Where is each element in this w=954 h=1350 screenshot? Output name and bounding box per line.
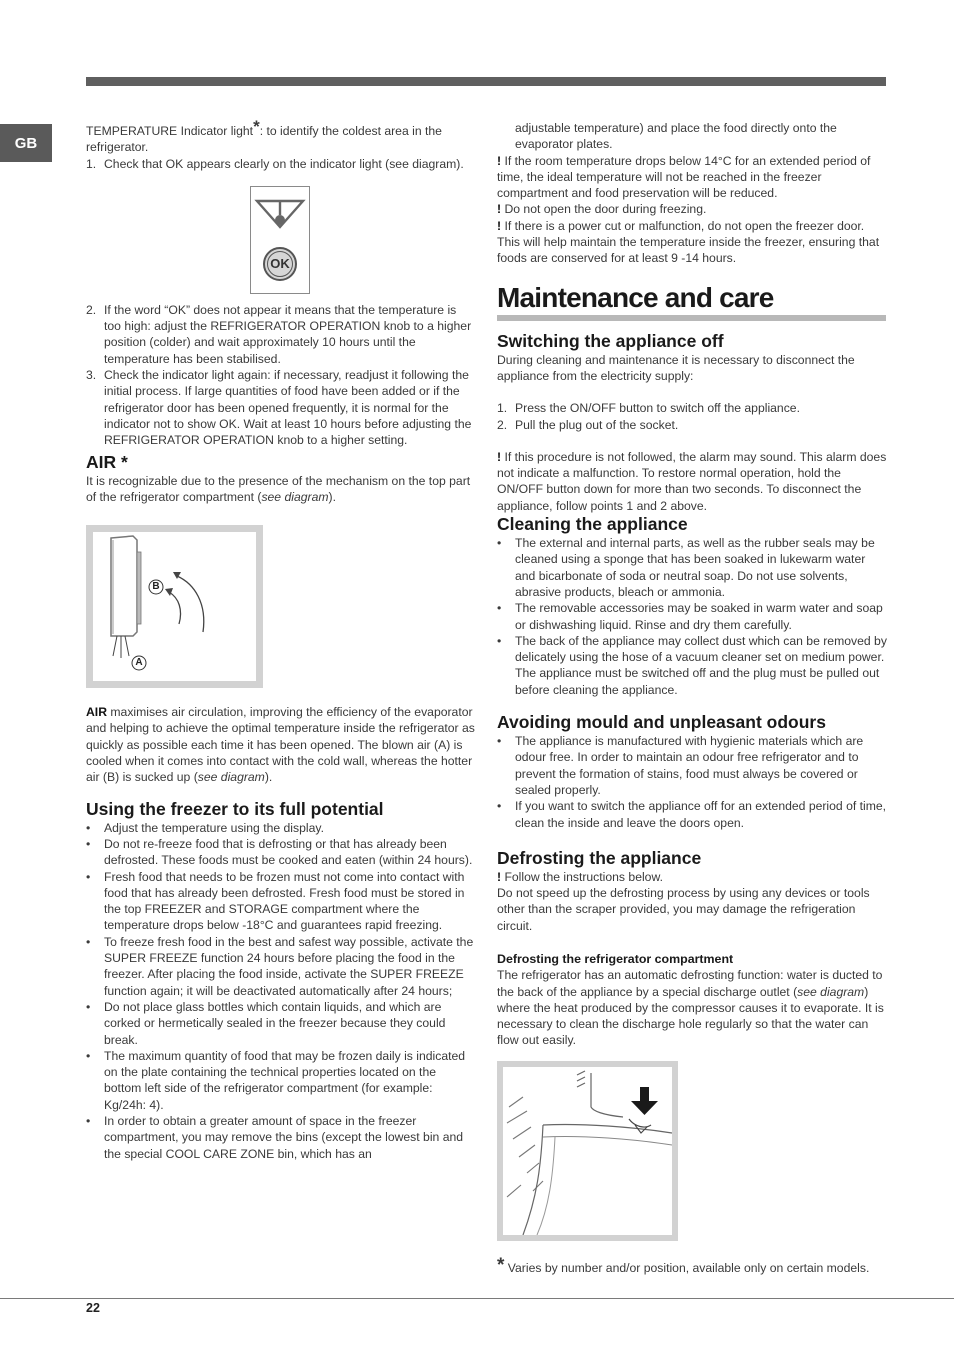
list-item-text: The external and internal parts, as well as the rubber seals may be cleaned using a sponge that has been soaked in lukewarm water and bicarbonate of soda or neutral soap. Do not use solvents, abrasive products, bleach or ammonia. (515, 536, 875, 599)
step-item (86, 367, 476, 448)
warning-text: If this procedure is not followed, the alarm may sound. This alarm does not indicate a malfunction. To restore normal operation, hold the ON/OFF button down for more than two seconds. To disconnect the appliance, follow points 1 and 2 above. (497, 449, 887, 513)
freezer-list (86, 820, 476, 1162)
step-text: Check the indicator light again: if necessary, readjust it following the initial process. If large quantities of food have been added or if the refrigerator door has been opened frequently, it is normal for the indicator not to show OK. Wait at least 10 hours before adjusting the REFRIGERATOR OPERATION knob to a higher setting. (104, 368, 472, 448)
step-text: Press the ON/OFF button to switch off the appliance. (515, 401, 800, 416)
list-item-text: If you want to switch the appliance off for an extended period of time, clean the inside and leave the doors open. (515, 799, 887, 830)
switch-off-intro: During cleaning and maintenance it is necessary to disconnect the appliance from the electricity supply: (497, 352, 855, 383)
air-explanation-text: maximises air circulation, improving the efficiency of the evaporator and helping to achieve the optimal temperature inside the refrigerator as quickly as possible each time it has been opened. The blown air (A) is cooled when it comes into contact with the cold wall, whereas the hotter air (B) is sucked up ( (86, 705, 475, 785)
air-explanation-end: ). (264, 770, 273, 785)
list-item-text: The appliance is manufactured with hygienic materials which are odour free. In order to maintain an odour free refrigerator and to prevent the formation of stains, food must always be covered or sealed properly. (515, 734, 864, 797)
warning (497, 869, 887, 885)
warning (497, 153, 887, 202)
temperature-intro-text: : to identify the coldest area in the refrigerator. (86, 124, 442, 155)
step-item (86, 302, 476, 367)
air-diagram (86, 525, 263, 688)
see-diagram-ref: see diagram (797, 984, 865, 999)
defrost-text: Do not speed up the defrosting process by using any devices or tools other than the scraper provided, you may damage the refrigeration circuit. (497, 886, 870, 933)
list-item-text: Do not re-freeze food that is defrosting or that has already been defrosted. These foods must be cooked and eaten (within 24 hours). (104, 836, 473, 868)
defrost-diagram (497, 1061, 678, 1241)
air-diagram-panel (93, 532, 256, 681)
temperature-indicator-icon (251, 187, 309, 293)
list-item: • The back of the appliance may collect dust which can be removed by delicately using the hose of a vacuum cleaner set on medium power. The appliance must be switched off and the plug must be pulled out before cleaning the appliance. (497, 633, 887, 697)
see-diagram-ref: see diagram (197, 770, 265, 785)
warning-text: Do not open the door during freezing. (504, 202, 707, 217)
list-item-text: The maximum quantity of food that may be frozen daily is indicated on the plate containing the technical properties located on the bottom left side of the refrigerator compartment (for example: Kg/24h: 4). (104, 1048, 466, 1112)
defrost-body-end: ) where the heat produced by the compressor causes it to evaporate. It is necessary to clean the discharge hole regularly so that the water can flow out easily. (497, 984, 884, 1048)
warning-text: If there is a power cut or malfunction, do not open the freezer door. This will help maintain the temperature inside the freezer, ensuring that foods are conserved for at least 9 -14 hours. (497, 218, 880, 266)
right-column (497, 120, 887, 1278)
list-item: • To freeze fresh food in the best and safest way possible, activate the SUPER FREEZE function 24 hours before placing the food in the freezer. After placing the food inside, activate the SUPER FREEZE function again; it will be deactivated automatically after 24 hours; (86, 934, 474, 998)
list-item-text: Fresh food that needs to be frozen must not come into contact with food that has already been defrosted. Fresh food must be stored in the top FREEZER and STORAGE compartment where the temperature drops below -18°C and guarantees rapid freezing. (104, 869, 465, 933)
step-text: Check that OK appears clearly on the indicator light (see diagram). (104, 156, 464, 171)
list-item: • The maximum quantity of food that may be frozen daily is indicated on the plate containing the technical properties located on the bottom left side of the refrigerator compartment (for example: Kg/24h: 4). (86, 1048, 466, 1112)
footnote-star: * (497, 1254, 505, 1276)
footnote-star: * (253, 117, 260, 136)
air-term: AIR (86, 705, 107, 720)
air-flow-diagram (93, 532, 256, 681)
continued-text: adjustable temperature) and place the food directly onto the evaporator plates. (515, 121, 837, 152)
warning-mark: ! (497, 449, 502, 464)
list-item: • The external and internal parts, as well as the rubber seals may be cleaned using a sponge that has been soaked in lukewarm water and bicarbonate of soda or neutral soap. Do not use solvents, abrasive products, bleach or ammonia. (497, 536, 875, 599)
step-number: 3. (86, 368, 97, 383)
list-item-text: Do not place glass bottles which contain liquids, and which are corked or hermetically sealed in the freezer because they could break. (104, 999, 446, 1047)
warning-mark: ! (497, 869, 502, 884)
air-description-end: ). (328, 489, 336, 504)
language-tab: GB (0, 124, 52, 162)
defrost-fridge-subheading: Defrosting the refrigerator compartment (497, 951, 734, 966)
warning (497, 201, 887, 217)
warning-text: If the room temperature drops below 14°C for an extended period of time, the ideal temperature will not be reached in the freezer compartment and food preservation will be reduced. (497, 153, 871, 201)
list-item: • Fresh food that needs to be frozen must not come into contact with food that has already been defrosted. Fresh food must be stored in the top FREEZER and STORAGE compartment where the temperature drops below -18°C and guarantees rapid freezing. (86, 869, 465, 933)
step-item (86, 156, 476, 172)
mould-heading: Avoiding mould and unpleasant odours (497, 712, 826, 733)
air-explanation (86, 704, 476, 785)
list-item-text: In order to obtain a greater amount of space in the freezer compartment, you may remove the bins (except the lowest bin and the special COOL CARE ZONE bin, which has an (104, 1113, 464, 1161)
step-item (497, 400, 887, 416)
ok-label: OK (270, 255, 290, 271)
list-item-text: To freeze fresh food in the best and safest way possible, activate the SUPER FREEZE function 24 hours before placing the food in the freezer. After placing the food inside, activate the SUPER FREEZE function again; it will be deactivated automatically after 24 hours; (104, 934, 474, 998)
footnote-text: Varies by number and/or position, available only on certain models. (507, 1260, 870, 1275)
defrost-body (497, 967, 887, 1048)
footnote (497, 1254, 887, 1278)
list-item: • Adjust the temperature using the display. (86, 820, 324, 835)
heading-rule (497, 315, 886, 321)
step-item (497, 417, 887, 433)
defrost-body-text: The refrigerator has an automatic defrosting function: water is ducted to the back of the appliance by a special discharge outlet ( (497, 968, 883, 999)
switch-off-steps (497, 400, 887, 433)
freezer-heading: Using the freezer to its full potential (86, 798, 384, 819)
warning-text: Follow the instructions below. (504, 869, 663, 884)
top-rule (86, 77, 886, 86)
list-item-text: The back of the appliance may collect dust which can be removed by delicately using the hose of a vacuum cleaner set on medium power. The appliance must be switched off and the plug must be pulled out before cleaning the appliance. (515, 633, 887, 697)
warning (497, 218, 887, 267)
warning-mark: ! (497, 202, 502, 217)
cleaning-list (497, 535, 887, 698)
warning-mark: ! (497, 153, 502, 168)
mould-list (497, 733, 887, 831)
temperature-steps-1 (86, 156, 476, 172)
cleaning-heading: Cleaning the appliance (497, 514, 688, 535)
list-item: • Do not re-freeze food that is defrosting or that has already been defrosted. These foods must be cooked and eaten (within 24 hours). (86, 836, 473, 868)
list-item-text: The removable accessories may be soaked in warm water and soap or dishwashing liquid. Rinse and dry them carefully. (515, 601, 883, 632)
list-item: • The removable accessories may be soaked in warm water and soap or dishwashing liquid. Rinse and dry them carefully. (497, 601, 883, 632)
page-number: 22 (86, 1301, 100, 1315)
warning-mark: ! (497, 218, 502, 233)
step-number: 2. (497, 417, 508, 432)
list-item: • The appliance is manufactured with hygienic materials which are odour free. In order to maintain an odour free refrigerator and to prevent the formation of stains, food must always be covered or sealed properly. (497, 734, 864, 797)
see-diagram-ref: see diagram (261, 489, 329, 504)
left-column (86, 117, 476, 1162)
list-item-text: Adjust the temperature using the display. (104, 820, 324, 835)
step-text: Pull the plug out of the socket. (515, 417, 679, 432)
maintenance-heading: Maintenance and care (497, 281, 774, 313)
temperature-intro (86, 117, 476, 156)
label-a: A (135, 657, 143, 669)
air-heading: AIR * (86, 451, 128, 472)
step-number: 2. (86, 302, 97, 317)
discharge-outlet-diagram (503, 1067, 672, 1235)
label-b: B (152, 581, 160, 593)
temperature-intro-label: TEMPERATURE Indicator light (86, 124, 254, 138)
air-description-text: It is recognizable due to the presence of the mechanism on the top part of the refrigerator compartment ( (86, 473, 471, 504)
temperature-steps-2 (86, 302, 476, 449)
step-text: If the word “OK” does not appear it means that the temperature is too high: adjust the REFRIGERATOR OPERATION knob to a higher position (colder) and wait approximately 10 hours until the temperature has been stabilised. (104, 302, 472, 366)
ok-indicator-figure (250, 186, 310, 294)
defrost-diagram-panel (503, 1067, 672, 1235)
list-item: • If you want to switch the appliance off for an extended period of time, clean the inside and leave the doors open. (497, 799, 887, 830)
defrosting-heading: Defrosting the appliance (497, 847, 702, 868)
air-description (86, 473, 476, 506)
warning (497, 449, 887, 514)
list-item: • Do not place glass bottles which contain liquids, and which are corked or hermetically sealed in the freezer because they could break. (86, 999, 446, 1047)
switch-off-heading: Switching the appliance off (497, 330, 724, 351)
step-number: 1. (86, 156, 97, 171)
list-item: • In order to obtain a greater amount of space in the freezer compartment, you may remove the bins (except the lowest bin and the special COOL CARE ZONE bin, which has an (86, 1113, 464, 1161)
step-number: 1. (497, 401, 508, 416)
bottom-rule (0, 1298, 954, 1299)
